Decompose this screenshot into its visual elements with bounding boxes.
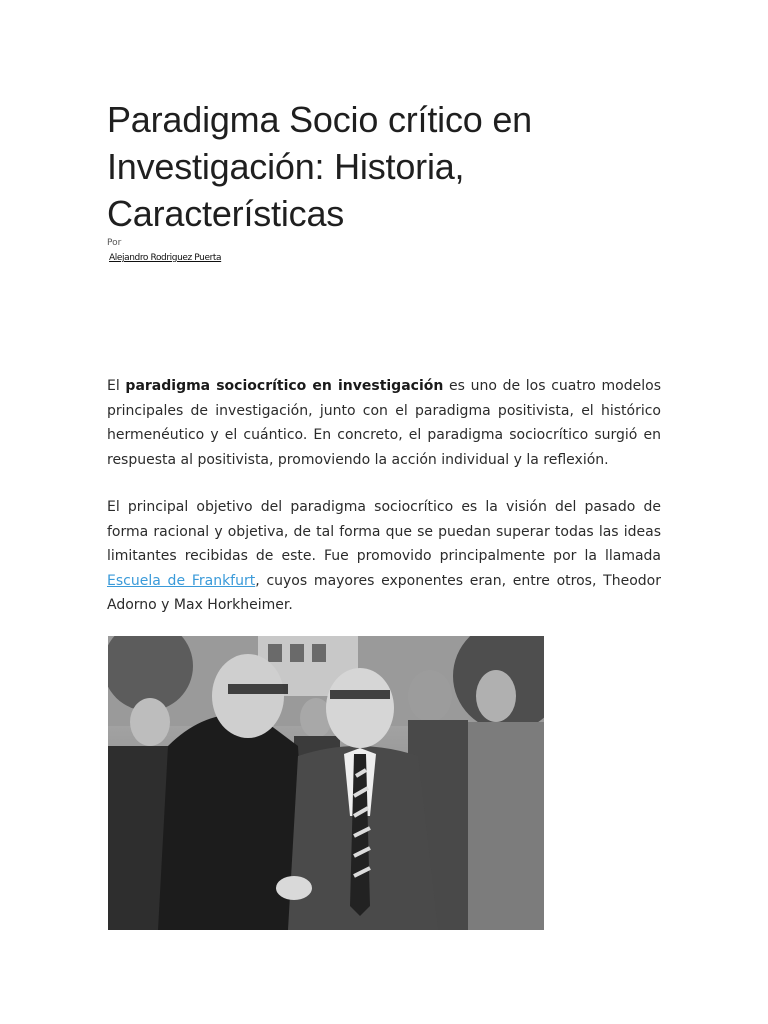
paragraph-intro-prefix: El [107, 378, 126, 394]
paragraph-objective [107, 495, 661, 618]
paragraph-objective-tail: , cuyos mayores exponentes eran, entre otros, Theodor Adorno y Max Horkheimer. [107, 572, 661, 613]
paragraph-intro [107, 374, 661, 472]
frankfurt-school-link[interactable]: Escuela de Frankfurt [107, 572, 256, 589]
paragraph-intro-bold: paradigma sociocrítico en investigación [125, 378, 444, 394]
photo-illustration [108, 636, 544, 930]
paragraph-intro-rest: es uno de los cuatro modelos principales de investigación, junto con el paradigma positivista, el histórico hermenéutico y el cuántico. En concreto, el paradigma sociocrítico surgió en respuesta al positivista, promoviendo la acción individual y la reflexión. [107, 378, 661, 468]
byline-label: Por [107, 238, 122, 248]
author-link[interactable]: Alejandro Rodriguez Puerta [109, 253, 222, 263]
article-photo [108, 636, 544, 930]
article-title: Paradigma Socio crítico en Investigación: Historia, Características [107, 99, 533, 234]
paragraph-objective-text: El principal objetivo del paradigma sociocrítico es la visión del pasado de forma racional y objetiva, de tal forma que se puedan superar todas las ideas limitantes recibidas de este. Fue promovido principalmente por la llamada [107, 499, 661, 564]
